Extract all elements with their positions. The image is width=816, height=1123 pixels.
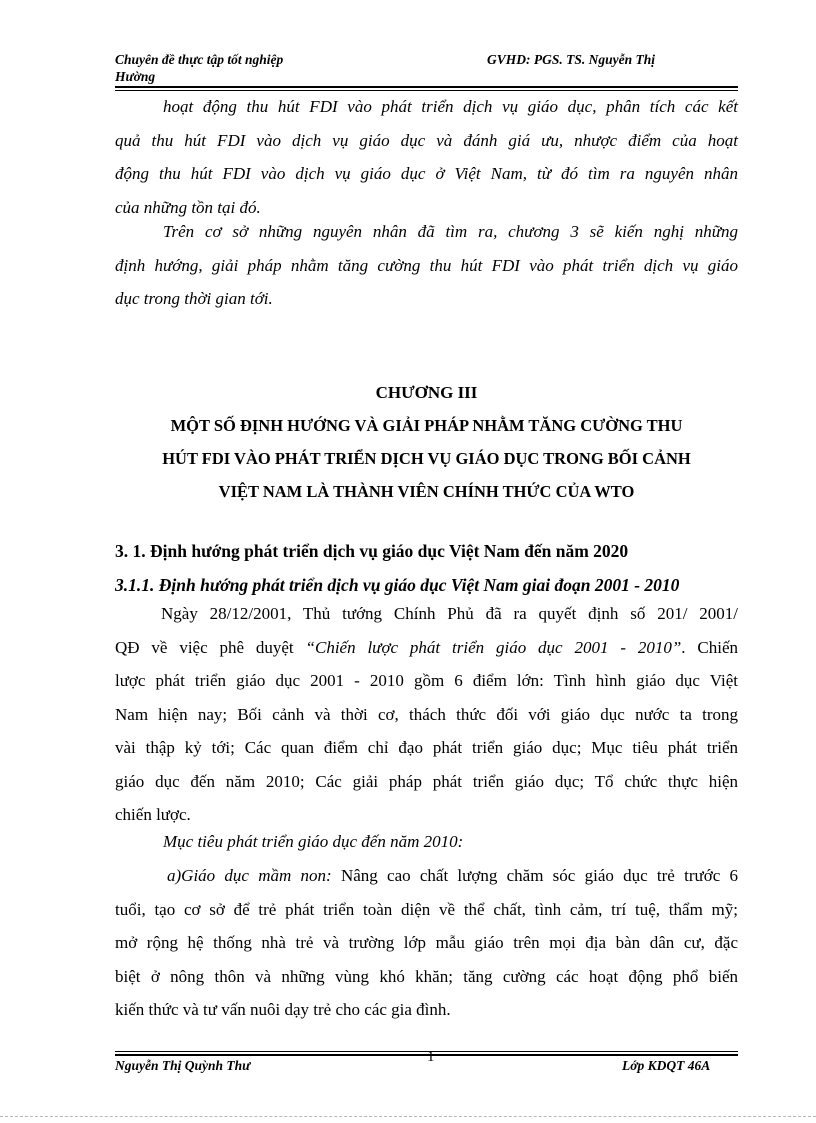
text-line bbox=[115, 631, 738, 665]
text-line: của những tồn tại đó. bbox=[115, 197, 261, 217]
text-line: lược phát triển giáo dục 2001 - 2010 gồm 6 điểm lớn: Tình hình giáo dục Việt bbox=[115, 671, 738, 690]
footer-class: Lớp KDQT 46A bbox=[622, 1058, 711, 1073]
footer-author: Nguyễn Thị Quỳnh Thư bbox=[115, 1058, 251, 1073]
intro-paragraph-1 bbox=[115, 90, 738, 224]
page-number: 1 bbox=[427, 1049, 435, 1065]
header-supervisor: GVHD: PGS. TS. Nguyễn Thị bbox=[487, 52, 656, 67]
goal-label bbox=[115, 825, 738, 859]
chapter-title bbox=[115, 409, 738, 508]
text-line: Trên cơ sở những nguyên nhân đã tìm ra, chương 3 sẽ kiến nghị những bbox=[163, 222, 738, 241]
item-a-label: a)Giáo dục mầm non: bbox=[167, 866, 332, 885]
text-segment: . Chiến bbox=[681, 637, 739, 657]
page-bottom-divider bbox=[0, 1116, 816, 1117]
text-line: động thu hút FDI vào dịch vụ giáo dục ở Việt Nam, từ đó tìm ra nguyên nhân bbox=[115, 164, 738, 183]
header-right-title bbox=[487, 51, 737, 68]
text-segment: QĐ về việc phê duyệt bbox=[115, 637, 306, 657]
text-line: Mục tiêu phát triển giáo dục đến năm 2010: bbox=[163, 832, 464, 851]
chapter-title-line: VIỆT NAM LÀ THÀNH VIÊN CHÍNH THỨC CỦA WTO bbox=[218, 482, 635, 501]
text-line: Nam hiện nay; Bối cảnh và thời cơ, thách thức đối với giáo dục nước ta trong bbox=[115, 704, 738, 724]
text-line: định hướng, giải pháp nhằm tăng cường thu hút FDI vào phát triển dịch vụ giáo bbox=[115, 255, 738, 275]
chapter-title-line: HÚT FDI VÀO PHÁT TRIỂN DỊCH VỤ GIÁO DỤC TRONG BỐI CẢNH bbox=[162, 449, 691, 468]
header-rule bbox=[115, 86, 738, 88]
text-line: kiến thức và tư vấn nuôi dạy trẻ cho các gia đình. bbox=[115, 1000, 451, 1019]
text-segment: Nâng cao chất lượng chăm sóc giáo dục trẻ trước 6 bbox=[331, 866, 738, 885]
text-line: hoạt động thu hút FDI vào phát triển dịch vụ giáo dục, phân tích các kết bbox=[163, 97, 738, 116]
chapter-title-line: MỘT SỐ ĐỊNH HƯỚNG VÀ GIẢI PHÁP NHẰM TĂNG CƯỜNG THU bbox=[170, 416, 683, 435]
text-line: dục trong thời gian tới. bbox=[115, 289, 273, 308]
text-line bbox=[115, 859, 738, 893]
text-line: giáo dục đến năm 2010; Các giải pháp phát triển giáo dục; Tổ chức thực hiện bbox=[115, 771, 738, 791]
chapter-number: CHƯƠNG III bbox=[375, 383, 478, 402]
strategy-quote: “Chiến lược phát triển giáo dục 2001 - 2010” bbox=[305, 637, 682, 657]
text-line: chiến lược. bbox=[115, 805, 191, 824]
text-line: vài thập kỷ tới; Các quan điểm chỉ đạo phát triển giáo dục; Mục tiêu phát triển bbox=[115, 738, 738, 757]
header-supervisor-cont: Hường bbox=[115, 69, 156, 84]
text-line: tuổi, tạo cơ sở để trẻ phát triển toàn diện về thể chất, tình cảm, trí tuệ, thẩm mỹ; bbox=[115, 899, 738, 919]
text-line: mở rộng hệ thống nhà trẻ và trường lớp mẫu giáo trên mọi địa bàn dân cư, đặc bbox=[115, 933, 738, 952]
item-a-paragraph bbox=[115, 859, 738, 1027]
chapter-heading bbox=[115, 376, 738, 409]
header-left-title: Chuyên đề thực tập tốt nghiệp bbox=[115, 52, 284, 67]
intro-paragraph-2 bbox=[115, 215, 738, 316]
subsection-heading: 3.1.1. Định hướng phát triển dịch vụ giáo dục Việt Nam giai đoạn 2001 - 2010 bbox=[115, 575, 680, 595]
body-paragraph-1 bbox=[115, 597, 738, 832]
text-line: quả thu hút FDI vào dịch vụ giáo dục và đánh giá ưu, nhược điểm của hoạt bbox=[115, 130, 738, 150]
section-heading: 3. 1. Định hướng phát triển dịch vụ giáo dục Việt Nam đến năm 2020 bbox=[115, 541, 629, 561]
text-line: biệt ở nông thôn và những vùng khó khăn; tăng cường các hoạt động phổ biến bbox=[115, 966, 738, 986]
text-line: Ngày 28/12/2001, Thủ tướng Chính Phủ đã ra quyết định số 201/ 2001/ bbox=[161, 604, 738, 623]
